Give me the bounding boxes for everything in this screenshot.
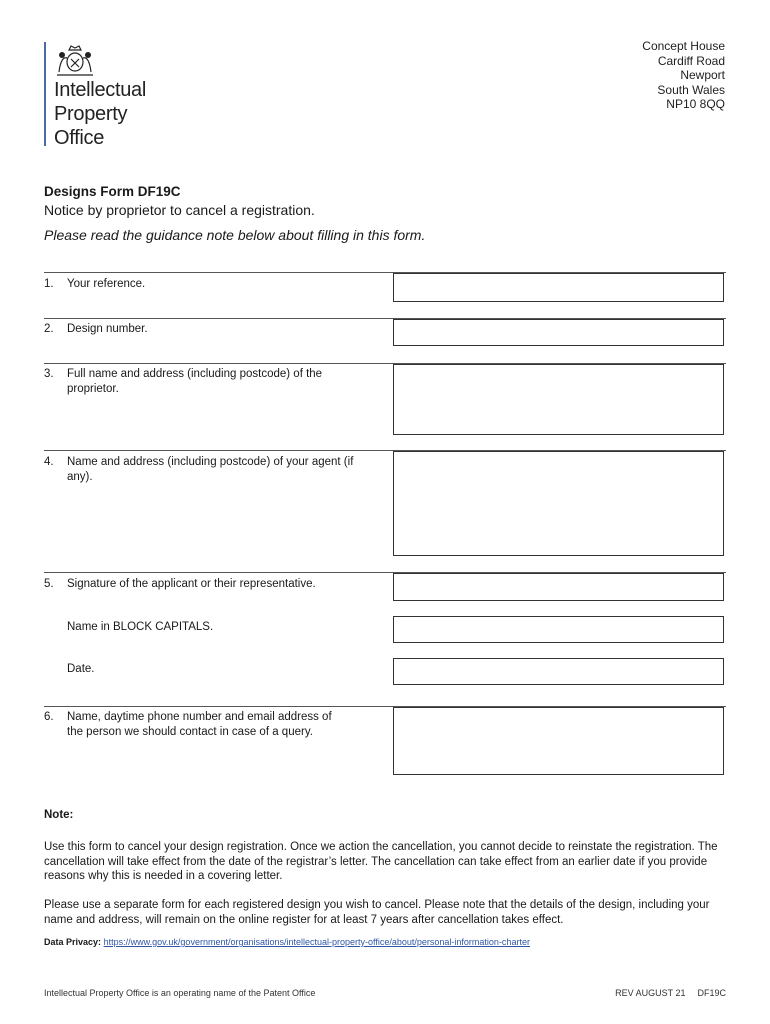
office-address: [642, 39, 725, 112]
proprietor-address-field[interactable]: [393, 364, 724, 435]
form-title: Designs Form DF19C: [44, 184, 181, 199]
question-number: 3.: [44, 368, 54, 380]
question-label: Design number.: [67, 323, 148, 335]
logo-text: [54, 78, 146, 150]
block-capitals-name-field[interactable]: [393, 616, 724, 643]
logo-line-3: Office: [54, 127, 105, 149]
note-heading: Note:: [44, 809, 74, 821]
royal-crest-icon: [53, 42, 97, 78]
address-line-5: NP10 8QQ: [666, 97, 725, 112]
data-privacy-label: Data Privacy:: [44, 937, 102, 947]
block-capitals-label: Name in BLOCK CAPITALS.: [67, 621, 214, 633]
address-line-1: Concept House: [642, 39, 725, 53]
question-number: 6.: [44, 711, 54, 723]
question-number: 1.: [44, 278, 54, 290]
logo-line-1: Intellectual: [54, 79, 147, 101]
question-label: Name and address (including postcode) of your agent (if any).: [67, 456, 354, 483]
address-line-3: Newport: [680, 68, 725, 83]
privacy-charter-link[interactable]: https://www.gov.uk/government/organisations/intellectual-property-office/about/personal-information-charter: [103, 937, 530, 947]
data-privacy: [44, 937, 530, 947]
question-label: Full name and address (including postcode) of the proprietor.: [67, 368, 323, 395]
guidance-text: Please read the guidance note below about filling in this form.: [44, 227, 426, 243]
question-6: [44, 710, 344, 740]
date-label: Date.: [67, 663, 95, 675]
address-line-4: South Wales: [657, 82, 725, 97]
question-number: 5.: [44, 578, 54, 590]
question-2: [44, 322, 364, 337]
question-label: Signature of the applicant or their representative.: [67, 578, 316, 590]
footer-revision: [603, 988, 726, 998]
logo-bar: [44, 42, 46, 146]
footer-operating-name: Intellectual Property Office is an operating name of the Patent Office: [44, 988, 316, 998]
your-reference-field[interactable]: [393, 273, 724, 302]
question-number: 4.: [44, 456, 54, 468]
question-label: Name, daytime phone number and email address of the person we should contact in case of a query.: [67, 711, 332, 738]
question-4: [44, 455, 364, 485]
date-field[interactable]: [393, 658, 724, 685]
agent-address-field[interactable]: [393, 451, 724, 556]
question-1: [44, 277, 364, 292]
contact-details-field[interactable]: [393, 707, 724, 775]
question-label: Your reference.: [67, 278, 146, 290]
design-number-field[interactable]: [393, 319, 724, 346]
address-line-2: Cardiff Road: [657, 53, 725, 68]
form-subtitle: Notice by proprietor to cancel a registration.: [44, 202, 315, 218]
logo-line-2: Property: [54, 103, 128, 125]
signature-field[interactable]: [393, 573, 724, 601]
footer-rev: REV AUGUST 21: [615, 988, 686, 998]
question-number: 2.: [44, 323, 54, 335]
note-paragraph-2: Please use a separate form for each registered design you wish to cancel. Please note that the details of the design, including your name and address, will remain on the online register for at least 7 years after cancellation takes effect.: [44, 899, 710, 926]
question-3: [44, 367, 364, 397]
question-5: [44, 577, 364, 592]
note-paragraph-1: Use this form to cancel your design registration. Once we action the cancellation, you cannot decide to reinstate the registration. The cancellation will take effect from the date of the registrar’s letter. The cancellation can take effect from an earlier date if you provide reasons why this is needed in a covering letter.: [44, 841, 718, 882]
footer-form-code: DF19C: [697, 988, 726, 998]
